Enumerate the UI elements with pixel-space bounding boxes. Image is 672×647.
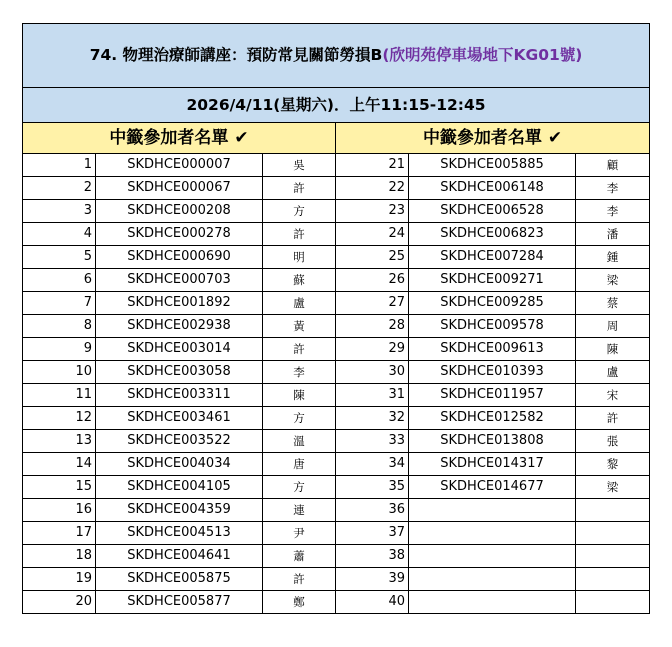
participant-surname <box>576 522 650 545</box>
participant-table <box>22 23 650 614</box>
event-location: (欣明苑停車場地下KG01號) <box>382 46 583 64</box>
row-number: 18 <box>23 545 96 568</box>
table-row <box>23 430 650 453</box>
participant-code: SKDHCE006148 <box>409 177 576 200</box>
row-number: 13 <box>23 430 96 453</box>
participant-code: SKDHCE009578 <box>409 315 576 338</box>
row-number: 31 <box>336 384 409 407</box>
event-title: 74. 物理治療師講座：預防常見關節勞損B <box>89 46 383 64</box>
participant-code: SKDHCE001892 <box>96 292 263 315</box>
participant-code: SKDHCE000007 <box>96 154 263 177</box>
participant-surname: 陳 <box>576 338 650 361</box>
table-row <box>23 315 650 338</box>
participant-code: SKDHCE002938 <box>96 315 263 338</box>
row-number: 1 <box>23 154 96 177</box>
row-number: 19 <box>23 568 96 591</box>
participant-code: SKDHCE003311 <box>96 384 263 407</box>
table-row <box>23 292 650 315</box>
participant-code: SKDHCE003014 <box>96 338 263 361</box>
participant-code: SKDHCE005875 <box>96 568 263 591</box>
participant-surname: 許 <box>263 223 336 246</box>
table-row <box>23 223 650 246</box>
participant-surname: 張 <box>576 430 650 453</box>
right-header-label: 中籤參加者名單 <box>422 128 542 148</box>
header-row <box>23 123 650 154</box>
participant-surname: 盧 <box>263 292 336 315</box>
participant-surname: 蔡 <box>576 292 650 315</box>
table-row <box>23 361 650 384</box>
participant-surname: 顧 <box>576 154 650 177</box>
participant-surname: 鄭 <box>263 591 336 614</box>
row-number: 12 <box>23 407 96 430</box>
participant-code: SKDHCE000690 <box>96 246 263 269</box>
row-number: 11 <box>23 384 96 407</box>
table-row <box>23 522 650 545</box>
table-row <box>23 476 650 499</box>
title-row <box>23 24 650 88</box>
event-date: 2026/4/11(星期六)．上午11:15-12:45 <box>23 88 650 123</box>
row-number: 22 <box>336 177 409 200</box>
row-number: 27 <box>336 292 409 315</box>
participant-code: SKDHCE000278 <box>96 223 263 246</box>
row-number: 9 <box>23 338 96 361</box>
participant-code: SKDHCE000208 <box>96 200 263 223</box>
participant-code: SKDHCE005877 <box>96 591 263 614</box>
check-icon: ✔ <box>547 128 563 148</box>
participant-code: SKDHCE000067 <box>96 177 263 200</box>
participant-code <box>409 568 576 591</box>
row-number: 32 <box>336 407 409 430</box>
participant-surname: 蕭 <box>263 545 336 568</box>
participant-surname: 方 <box>263 476 336 499</box>
table-row <box>23 269 650 292</box>
participant-surname: 許 <box>263 568 336 591</box>
participant-surname: 蘇 <box>263 269 336 292</box>
participant-code: SKDHCE003461 <box>96 407 263 430</box>
participant-surname: 方 <box>263 200 336 223</box>
participant-code: SKDHCE003522 <box>96 430 263 453</box>
participant-surname: 鍾 <box>576 246 650 269</box>
table-row <box>23 384 650 407</box>
participant-surname: 潘 <box>576 223 650 246</box>
participant-surname: 唐 <box>263 453 336 476</box>
row-number: 36 <box>336 499 409 522</box>
participant-code: SKDHCE010393 <box>409 361 576 384</box>
participant-code <box>409 545 576 568</box>
participant-code: SKDHCE007284 <box>409 246 576 269</box>
participant-surname: 梁 <box>576 476 650 499</box>
check-icon: ✔ <box>234 128 249 148</box>
row-number: 30 <box>336 361 409 384</box>
participant-code: SKDHCE009271 <box>409 269 576 292</box>
row-number: 4 <box>23 223 96 246</box>
participant-surname: 許 <box>263 338 336 361</box>
table-row <box>23 545 650 568</box>
participant-code <box>409 522 576 545</box>
participant-surname: 李 <box>576 177 650 200</box>
participant-code: SKDHCE004641 <box>96 545 263 568</box>
participant-surname: 明 <box>263 246 336 269</box>
row-number: 23 <box>336 200 409 223</box>
participant-code: SKDHCE013808 <box>409 430 576 453</box>
table-row <box>23 154 650 177</box>
row-number: 5 <box>23 246 96 269</box>
participant-code: SKDHCE005885 <box>409 154 576 177</box>
row-number: 20 <box>23 591 96 614</box>
table-row <box>23 177 650 200</box>
row-number: 25 <box>336 246 409 269</box>
row-number: 21 <box>336 154 409 177</box>
participant-code: SKDHCE004359 <box>96 499 263 522</box>
row-number: 40 <box>336 591 409 614</box>
participant-surname: 陳 <box>263 384 336 407</box>
right-header <box>336 123 650 154</box>
participant-surname <box>576 499 650 522</box>
row-number: 10 <box>23 361 96 384</box>
participant-surname: 盧 <box>576 361 650 384</box>
participant-surname: 李 <box>263 361 336 384</box>
row-number: 14 <box>23 453 96 476</box>
participant-surname: 黎 <box>576 453 650 476</box>
participant-code: SKDHCE009613 <box>409 338 576 361</box>
participant-surname <box>576 591 650 614</box>
row-number: 35 <box>336 476 409 499</box>
participant-code: SKDHCE014317 <box>409 453 576 476</box>
table-row <box>23 200 650 223</box>
table-row <box>23 407 650 430</box>
row-number: 38 <box>336 545 409 568</box>
date-row <box>23 88 650 123</box>
participant-code: SKDHCE004513 <box>96 522 263 545</box>
participant-surname: 梁 <box>576 269 650 292</box>
table-row <box>23 338 650 361</box>
participant-surname: 方 <box>263 407 336 430</box>
participant-surname: 許 <box>263 177 336 200</box>
participant-code: SKDHCE012582 <box>409 407 576 430</box>
table-row <box>23 591 650 614</box>
row-number: 15 <box>23 476 96 499</box>
participant-surname: 吳 <box>263 154 336 177</box>
participant-code: SKDHCE009285 <box>409 292 576 315</box>
participant-surname: 許 <box>576 407 650 430</box>
title-cell <box>23 24 650 88</box>
row-number: 26 <box>336 269 409 292</box>
row-number: 16 <box>23 499 96 522</box>
participant-surname: 黃 <box>263 315 336 338</box>
participant-surname <box>576 545 650 568</box>
participant-code <box>409 591 576 614</box>
row-number: 37 <box>336 522 409 545</box>
row-number: 2 <box>23 177 96 200</box>
row-number: 7 <box>23 292 96 315</box>
left-header-label: 中籤參加者名單 <box>109 128 229 148</box>
row-number: 33 <box>336 430 409 453</box>
participant-code: SKDHCE006823 <box>409 223 576 246</box>
table-row <box>23 499 650 522</box>
participant-code: SKDHCE004105 <box>96 476 263 499</box>
row-number: 17 <box>23 522 96 545</box>
row-number: 3 <box>23 200 96 223</box>
participant-code: SKDHCE004034 <box>96 453 263 476</box>
table-row <box>23 453 650 476</box>
participant-surname: 溫 <box>263 430 336 453</box>
participant-surname: 周 <box>576 315 650 338</box>
participant-code: SKDHCE006528 <box>409 200 576 223</box>
row-number: 39 <box>336 568 409 591</box>
participant-surname: 尹 <box>263 522 336 545</box>
participant-surname: 連 <box>263 499 336 522</box>
participant-surname: 李 <box>576 200 650 223</box>
row-number: 8 <box>23 315 96 338</box>
table-row <box>23 246 650 269</box>
participant-code: SKDHCE000703 <box>96 269 263 292</box>
participant-code: SKDHCE003058 <box>96 361 263 384</box>
participant-code: SKDHCE011957 <box>409 384 576 407</box>
row-number: 29 <box>336 338 409 361</box>
participant-code <box>409 499 576 522</box>
row-number: 6 <box>23 269 96 292</box>
row-number: 28 <box>336 315 409 338</box>
table-row <box>23 568 650 591</box>
row-number: 24 <box>336 223 409 246</box>
participant-surname: 宋 <box>576 384 650 407</box>
participant-sheet <box>22 23 649 614</box>
row-number: 34 <box>336 453 409 476</box>
participant-code: SKDHCE014677 <box>409 476 576 499</box>
left-header <box>23 123 336 154</box>
participant-surname <box>576 568 650 591</box>
